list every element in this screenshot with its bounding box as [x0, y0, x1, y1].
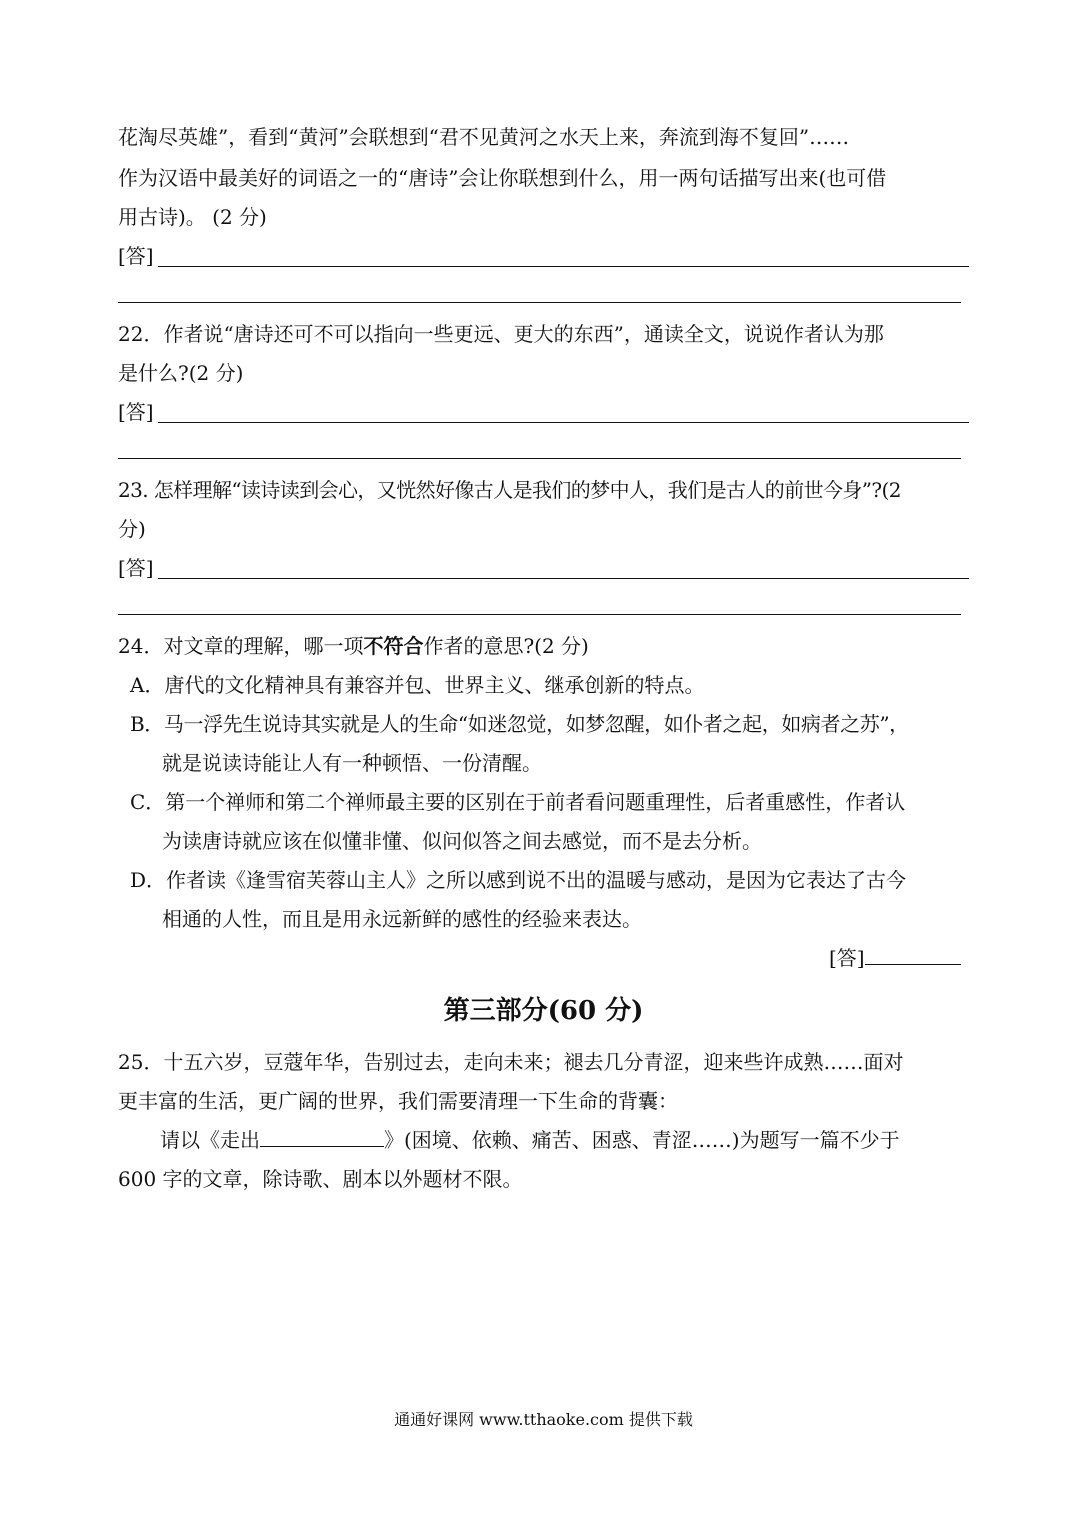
answer-blank [865, 946, 961, 965]
q24-answer-line[interactable] [829, 944, 961, 972]
q23-line-1: 23. 怎样理解“读诗读到会心，又恍然好像古人是我们的梦中人，我们是古人的前世今身”?(2 [118, 478, 901, 502]
q25-line-4: 600 字的文章，除诗歌、剧本以外题材不限。 [118, 1167, 523, 1191]
title-blank[interactable] [260, 1128, 384, 1147]
q21-line-2: 作为汉语中最美好的词语之一的“唐诗”会让你联想到什么，用一两句话描写出来(也可借 [118, 166, 887, 190]
q22-answer-rule-2[interactable] [118, 458, 961, 459]
option-text: 唐代的文化精神具有兼容并包、世界主义、继承创新的特点。 [164, 673, 705, 697]
option-text: 作者读《逢雪宿芙蓉山主人》之所以感到说不出的温暖与感动，是因为它表达了古今 [166, 868, 907, 892]
q24-option-d[interactable] [130, 866, 906, 894]
q21-answer-line[interactable] [118, 242, 154, 270]
q25-line-3 [160, 1126, 900, 1154]
section-title: 第三部分(60 分) [443, 996, 644, 1026]
answer-rule [158, 266, 969, 267]
q24-option-b-cont: 就是说读诗能让人有一种顿悟、一份清醒。 [162, 751, 542, 775]
q25-line-1: 25．十五六岁，豆蔻年华，告别过去，走向未来；褪去几分青涩，迎来些许成熟……面对 [118, 1050, 904, 1074]
q24-stem-suffix: 作者的意思?(2 分) [423, 634, 589, 658]
q25-line-2: 更丰富的生活，更广阔的世界，我们需要清理一下生命的背囊： [118, 1089, 678, 1113]
q25-prompt-suffix: 》(困境、依赖、痛苦、困惑、青涩……)为题写一篇不少于 [384, 1128, 900, 1152]
q21-answer-rule-2[interactable] [118, 302, 961, 303]
answer-rule [158, 578, 969, 579]
answer-label: [答] [829, 946, 865, 970]
option-letter: A． [130, 673, 165, 697]
q25-prompt-prefix: 请以《走出 [160, 1128, 260, 1152]
q24-option-c-cont: 为读唐诗就应该在似懂非懂、似问似答之间去感觉，而不是去分析。 [162, 829, 762, 853]
q23-line-2: 分) [118, 517, 146, 541]
option-letter: B． [130, 712, 164, 736]
q24-stem-emphasis: 不符合 [363, 634, 424, 658]
q24-stem [118, 632, 589, 660]
footer-credit: 通通好课网 www.tthaoke.com 提供下载 [394, 1410, 693, 1429]
q24-option-d-cont: 相通的人性，而且是用永远新鲜的感性的经验来表达。 [162, 907, 642, 931]
q23-answer-rule-2[interactable] [118, 614, 961, 615]
q24-option-a[interactable] [130, 671, 704, 699]
answer-label: [答] [118, 244, 154, 268]
q24-option-b[interactable] [130, 710, 909, 738]
q22-line-2: 是什么?(2 分) [118, 361, 244, 385]
q21-line-3: 用古诗)。 (2 分) [118, 205, 267, 229]
q21-line-1: 花淘尽英雄”，看到“黄河”会联想到“君不见黄河之水天上来，奔流到海不复回”…… [118, 125, 850, 149]
q22-line-1: 22．作者说“唐诗还可不可以指向一些更远、更大的东西”，通读全文，说说作者认为那 [118, 322, 884, 346]
q22-answer-line[interactable] [118, 398, 154, 426]
q24-stem-prefix: 24．对文章的理解，哪一项 [118, 634, 364, 658]
option-letter: D． [130, 868, 167, 892]
answer-label: [答] [118, 556, 154, 580]
answer-rule [158, 422, 969, 423]
option-text: 马一浮先生说诗其实就是人的生命“如迷忽觉，如梦忽醒，如仆者之起，如病者之苏”， [163, 712, 909, 736]
q23-answer-line[interactable] [118, 554, 154, 582]
option-letter: C． [130, 790, 166, 814]
q24-option-c[interactable] [130, 788, 905, 816]
option-text: 第一个禅师和第二个禅师最主要的区别在于前者看问题重理性，后者重感性，作者认 [165, 790, 906, 814]
answer-label: [答] [118, 400, 154, 424]
